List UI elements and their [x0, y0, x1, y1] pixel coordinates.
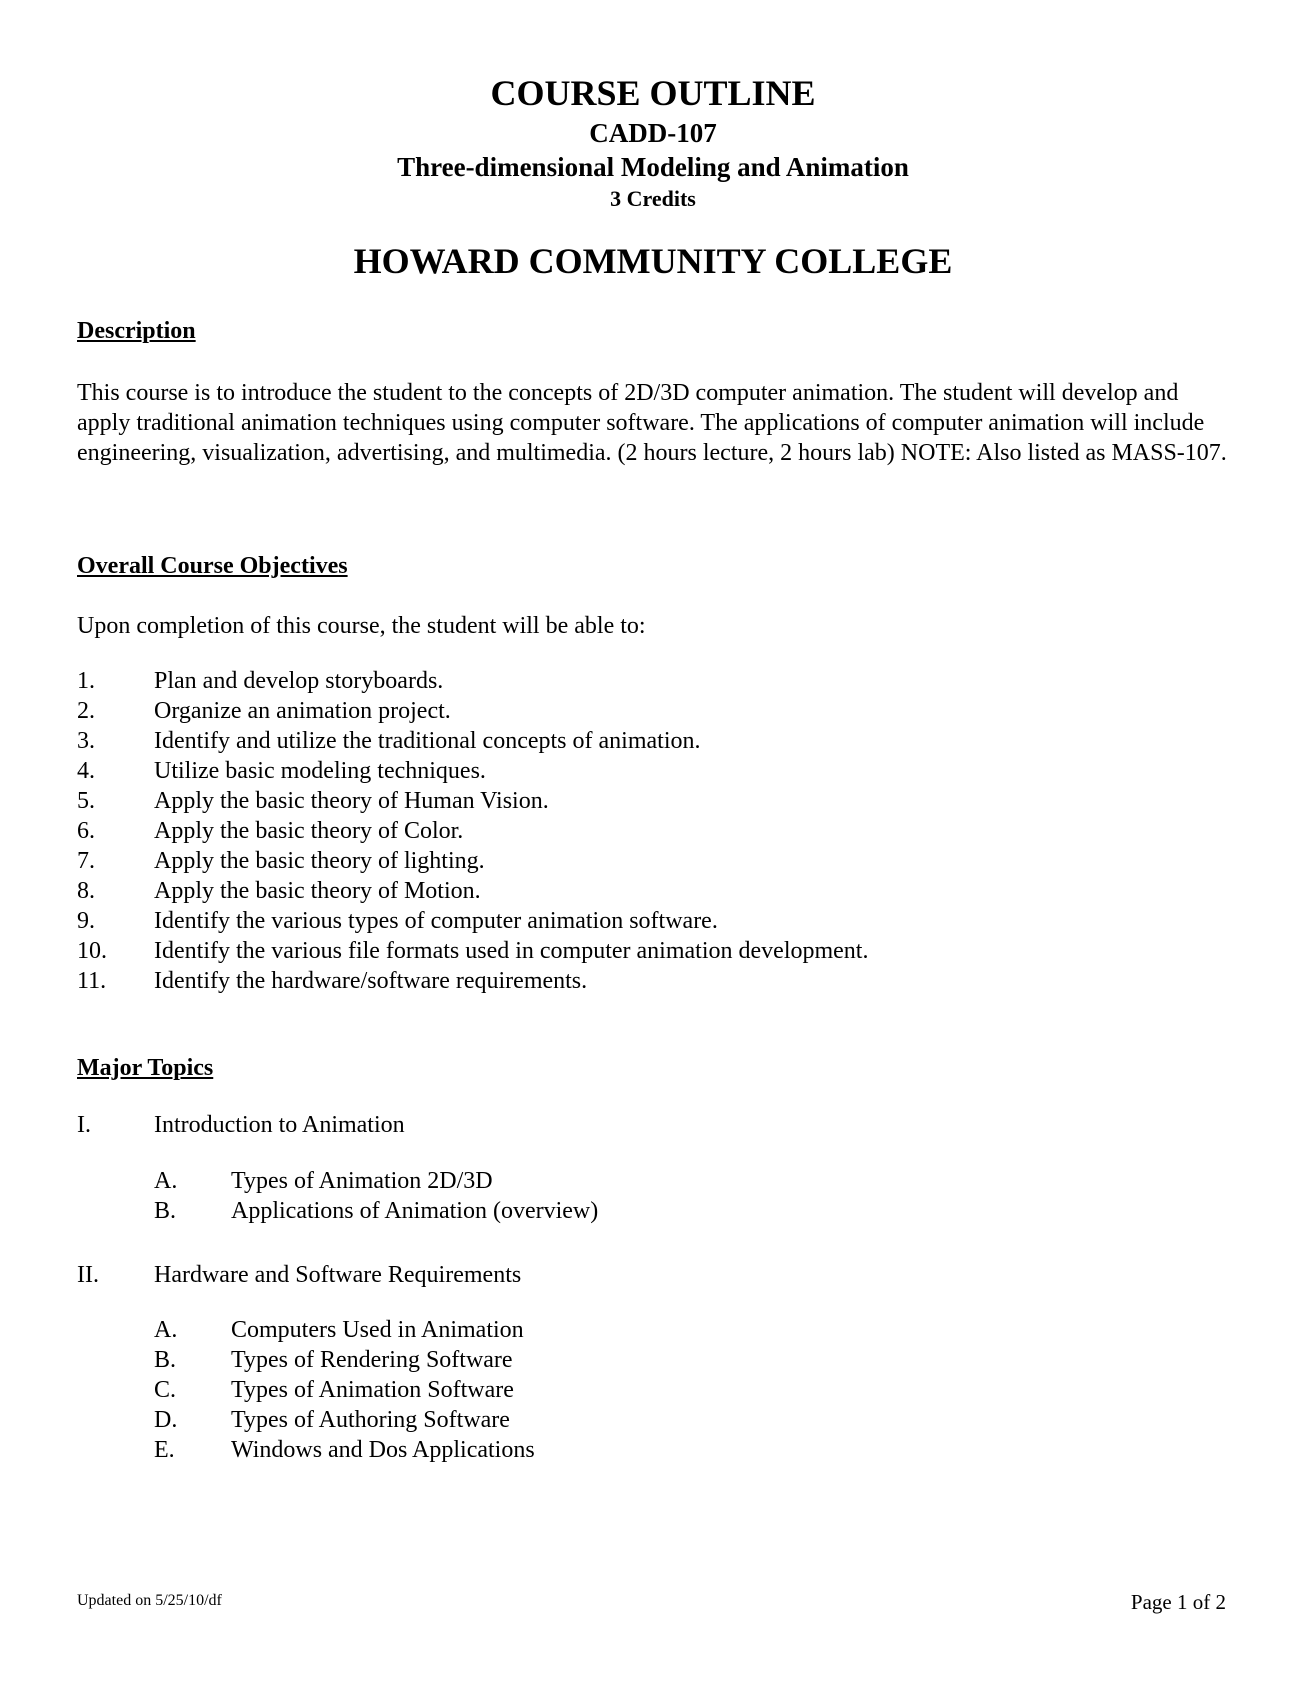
item-number: 10. [77, 938, 107, 964]
list-item [77, 786, 868, 816]
list-item [154, 1315, 535, 1345]
list-item [77, 966, 868, 996]
list-item [77, 936, 868, 966]
item-number: 2. [77, 698, 95, 724]
item-text: Types of Animation 2D/3D [231, 1168, 493, 1194]
list-item [154, 1196, 598, 1226]
item-letter: C. [154, 1377, 177, 1403]
item-text: Apply the basic theory of lighting. [154, 848, 485, 874]
list-item [77, 906, 868, 936]
course-name: Three-dimensional Modeling and Animation [397, 152, 909, 182]
topics-heading: Major Topics [77, 1055, 214, 1081]
page-number: Page 1 of 2 [1130, 1590, 1226, 1614]
course-code: CADD-107 [589, 118, 717, 148]
item-text: Plan and develop storyboards. [154, 668, 444, 694]
topic-sublist [154, 1166, 598, 1226]
item-number: 6. [77, 818, 95, 844]
description-heading: Description [77, 318, 196, 344]
list-item [154, 1166, 598, 1196]
topic-section [77, 1112, 405, 1139]
list-item [154, 1405, 535, 1435]
item-text: Organize an animation project. [154, 698, 451, 724]
item-letter: B. [154, 1347, 177, 1373]
list-item [77, 666, 868, 696]
item-number: 5. [77, 788, 95, 814]
item-number: 3. [77, 728, 95, 754]
list-item [77, 846, 868, 876]
item-text: Apply the basic theory of Motion. [154, 878, 481, 904]
topic-number: I. [77, 1112, 91, 1138]
list-item [77, 876, 868, 906]
topic-section [77, 1262, 521, 1289]
footer-updated: Updated on 5/25/10/df [77, 1592, 222, 1609]
topic-title: Introduction to Animation [154, 1112, 405, 1138]
list-item [77, 756, 868, 786]
item-number: 7. [77, 848, 95, 874]
item-letter: D. [154, 1407, 178, 1433]
item-text: Apply the basic theory of Color. [154, 818, 464, 844]
list-item [154, 1345, 535, 1375]
item-letter: A. [154, 1317, 178, 1343]
item-number: 4. [77, 758, 95, 784]
college-name: HOWARD COMMUNITY COLLEGE [353, 241, 953, 281]
item-text: Apply the basic theory of Human Vision. [154, 788, 549, 814]
topic-number: II. [77, 1262, 99, 1288]
description-text: This course is to introduce the student to the concepts of 2D/3D computer animation. The student will develop and apply traditional animation techniques using computer software. The applications of computer animation will include engineering, visualization, advertising, and multimedia. (2 hours lecture, 2 hours lab) NOTE: Also listed as MASS-107. [77, 380, 1227, 466]
item-number: 8. [77, 878, 95, 904]
topic-sublist [154, 1315, 535, 1465]
course-credits: 3 Credits [610, 186, 696, 211]
list-item [154, 1375, 535, 1405]
topic-title: Hardware and Software Requirements [154, 1262, 522, 1288]
item-number: 1. [77, 668, 95, 694]
item-letter: E. [154, 1437, 175, 1463]
item-text: Types of Authoring Software [231, 1407, 510, 1433]
item-text: Identify the hardware/software requirements. [154, 968, 588, 994]
list-item [77, 726, 868, 756]
item-text: Windows and Dos Applications [231, 1437, 535, 1463]
objectives-heading: Overall Course Objectives [77, 553, 348, 579]
objectives-intro: Upon completion of this course, the student will be able to: [77, 613, 646, 639]
item-letter: A. [154, 1168, 178, 1194]
item-text: Types of Animation Software [231, 1377, 514, 1403]
item-number: 9. [77, 908, 95, 934]
item-text: Utilize basic modeling techniques. [154, 758, 486, 784]
list-item [77, 816, 868, 846]
item-number: 11. [77, 968, 107, 994]
document-title: COURSE OUTLINE [490, 73, 816, 113]
item-text: Identify and utilize the traditional concepts of animation. [154, 728, 701, 754]
item-text: Identify the various file formats used in computer animation development. [154, 938, 869, 964]
list-item [77, 696, 868, 726]
item-text: Types of Rendering Software [231, 1347, 513, 1373]
item-text: Applications of Animation (overview) [231, 1198, 599, 1224]
objectives-list [77, 666, 868, 996]
item-text: Computers Used in Animation [231, 1317, 524, 1343]
list-item [154, 1435, 535, 1465]
item-text: Identify the various types of computer animation software. [154, 908, 718, 934]
item-letter: B. [154, 1198, 177, 1224]
